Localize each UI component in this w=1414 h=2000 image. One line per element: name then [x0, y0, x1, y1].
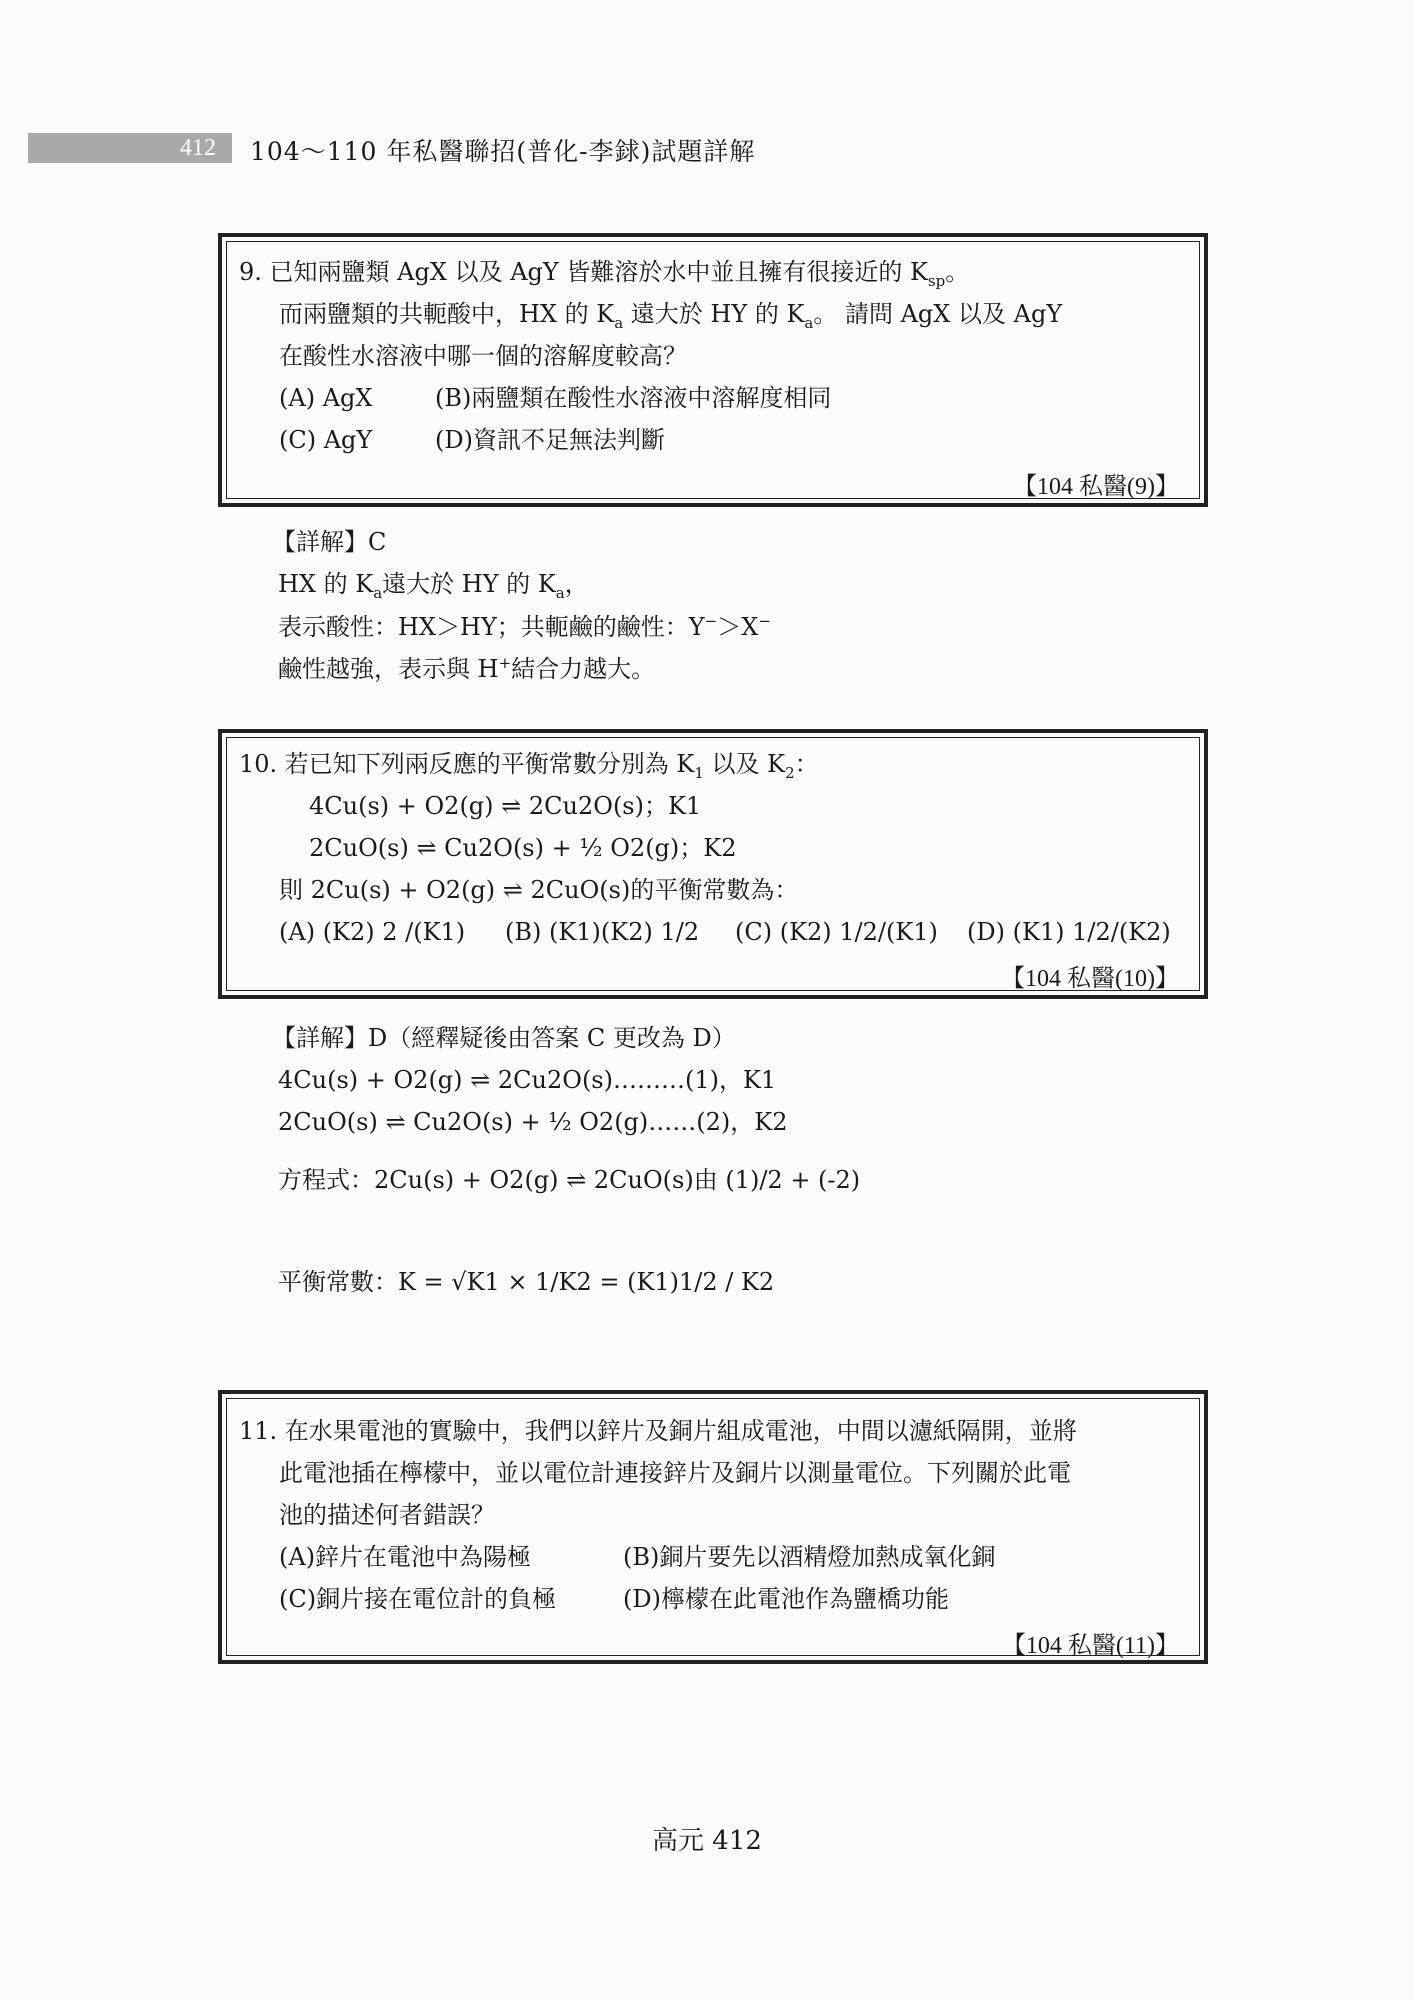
- header-title: 104～110 年私醫聯招(普化-李銶)試題詳解: [250, 137, 756, 166]
- q11-line3: 池的描述何者錯誤？: [279, 1501, 495, 1529]
- q10-source: 【104 私醫(10)】: [1001, 966, 1179, 992]
- q9-source: 【104 私醫(9)】: [1013, 474, 1179, 500]
- question-11-box: [218, 1390, 1208, 1664]
- a10-eq2: 2CuO(s) ⇌ Cu2O(s) + ½ O2(g)……(2)，K2: [278, 1108, 788, 1136]
- a10-eq1: 4Cu(s) + O2(g) ⇌ 2Cu2O(s)………(1)，K1: [278, 1066, 777, 1094]
- a10-head: 【詳解】D（經釋疑後由答案 C 更改為 D）: [272, 1024, 736, 1052]
- q10-line1: 10. 若已知下列兩反應的平衡常數分別為 $K_1$ 以及 $K_2$：: [239, 750, 819, 782]
- a9-line1: HX 的 $K_a$遠大於 HY 的 $K_a$，: [278, 570, 589, 602]
- q9-line1: 9. 已知兩鹽類 AgX 以及 AgY 皆難溶於水中並且擁有很接近的 $K_{sp}$。: [239, 258, 970, 290]
- q9-option-d: (D)資訊不足無法判斷: [435, 426, 665, 454]
- question-10-box: [218, 729, 1208, 999]
- q11-line1: 11. 在水果電池的實驗中，我們以鋅片及銅片組成電池，中間以濾紙隔開，並將: [239, 1417, 1077, 1445]
- a9-head: 【詳解】C: [272, 528, 387, 556]
- q10-option-c: (C) (K2) 1/2/(K1): [735, 918, 938, 946]
- q11-source: 【104 私醫(11)】: [1001, 1633, 1179, 1659]
- q9-option-b: (B)兩鹽類在酸性水溶液中溶解度相同: [435, 384, 832, 412]
- q11-option-c: (C)銅片接在電位計的負極: [279, 1585, 557, 1613]
- q11-option-a: (A)鋅片在電池中為陽極: [279, 1543, 532, 1571]
- q11-option-b: (B)銅片要先以酒精燈加熱成氧化銅: [623, 1543, 996, 1571]
- q11-line2: 此電池插在檸檬中，並以電位計連接鋅片及銅片以測量電位。下列關於此電: [279, 1459, 1071, 1487]
- q10-option-a: (A) (K2) 2 /(K1): [279, 918, 466, 946]
- q10-reaction-1: 4Cu(s) + O2(g) ⇌ 2Cu2O(s)；K1: [309, 792, 702, 820]
- page-number: 412: [180, 135, 216, 161]
- page-footer: 高元 412: [652, 1826, 762, 1856]
- q10-option-d: (D) (K1) 1/2/(K2): [967, 918, 1171, 946]
- a9-line3: 鹼性越強，表示與 H+結合力越大。: [278, 654, 656, 683]
- a10-eq3: 方程式：2Cu(s) + O2(g) ⇌ 2CuO(s)由 (1)/2 + (-2): [278, 1166, 861, 1194]
- q9-line3: 在酸性水溶液中哪一個的溶解度較高？: [279, 342, 687, 370]
- a10-eq4: 平衡常數：K = √K1 × 1/K2 = (K1)1/2 / K2: [278, 1268, 775, 1296]
- q10-line4: 則 2Cu(s) + O2(g) ⇌ 2CuO(s)的平衡常數為：: [279, 876, 799, 904]
- q9-option-a: (A) AgX: [279, 384, 373, 412]
- a9-line2: 表示酸性：HX＞HY；共軛鹼的鹼性：Y−＞X−: [278, 612, 771, 641]
- q10-reaction-2: 2CuO(s) ⇌ Cu2O(s) + ½ O2(g)；K2: [309, 834, 737, 862]
- q10-option-b: (B) (K1)(K2) 1/2: [505, 918, 700, 946]
- q9-line2: 而兩鹽類的共軛酸中，HX 的 $K_a$ 遠大於 HY 的 $K_a$。 請問 AgX 以及 AgY: [279, 300, 1063, 332]
- q11-option-d: (D)檸檬在此電池作為鹽橋功能: [623, 1585, 949, 1613]
- q9-option-c: (C) AgY: [279, 426, 373, 454]
- question-9-box: [218, 233, 1208, 507]
